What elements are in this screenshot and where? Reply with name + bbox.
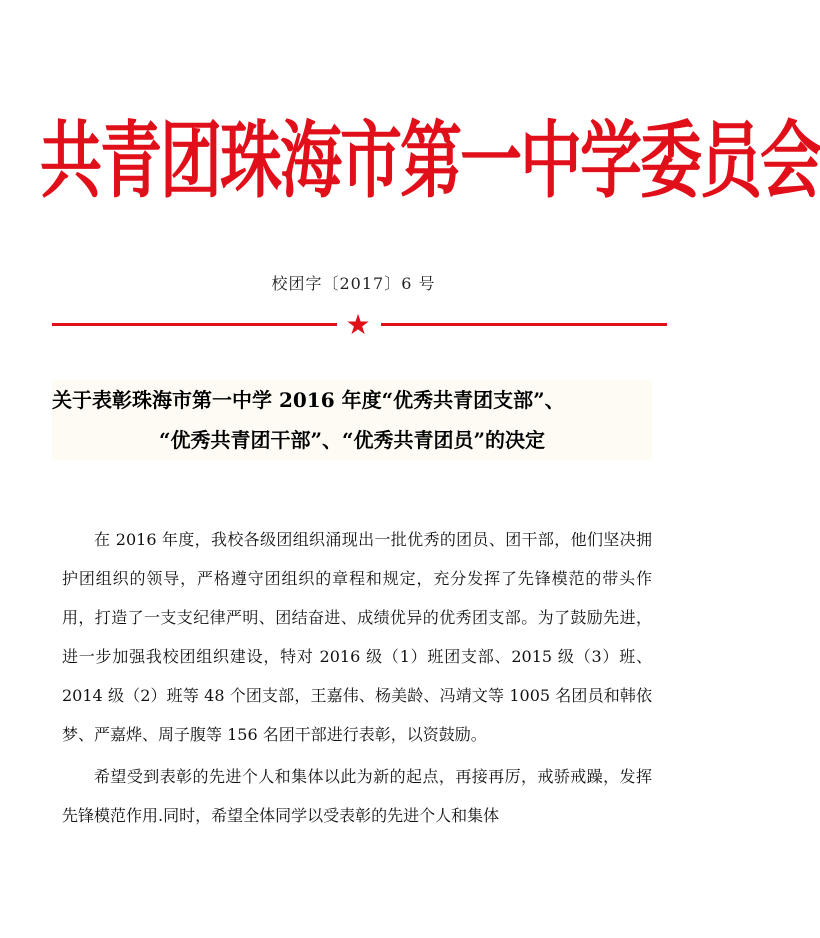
star-icon: ★ bbox=[345, 308, 371, 341]
header-divider bbox=[52, 308, 667, 341]
organization-title: 共青团珠海市第一中学委员会 bbox=[40, 111, 820, 210]
divider-line-left bbox=[52, 323, 337, 326]
document-heading bbox=[52, 380, 652, 460]
document-number: 校团字〔2017〕6 号 bbox=[271, 274, 436, 293]
body-paragraph-1: 在 2016 年度，我校各级团组织涌现出一批优秀的团员、团干部，他们坚决拥护团组织的领导，严格遵守团组织的章程和规定，充分发挥了先锋模范的带头作用，打造了一支支纪律严明、团结奋进、成绩优异的优秀团支部。为了鼓励先进，进一步加强我校团组织建设，特对 2016 级（1）班团支部、2015 级（3）班、2014 级（2）班等 48 个团支部，王嘉伟、杨美龄、冯靖文等 1005 名团员和韩依梦、严嘉烨、周子腹等 156 名团干部进行表彰，以资鼓励。 bbox=[62, 530, 652, 744]
heading-line-2: “优秀共青团干部”、“优秀共青团员”的决定 bbox=[158, 428, 545, 452]
divider-line-right bbox=[381, 323, 667, 326]
body-paragraph-2: 希望受到表彰的先进个人和集体以此为新的起点，再接再厉，戒骄戒躁，发挥先锋模范作用.同时，希望全体同学以受表彰的先进个人和集体 bbox=[62, 767, 652, 825]
document-body bbox=[62, 520, 652, 835]
heading-line-1: 关于表彰珠海市第一中学 2016 年度“优秀共青团支部”、 bbox=[52, 388, 565, 412]
